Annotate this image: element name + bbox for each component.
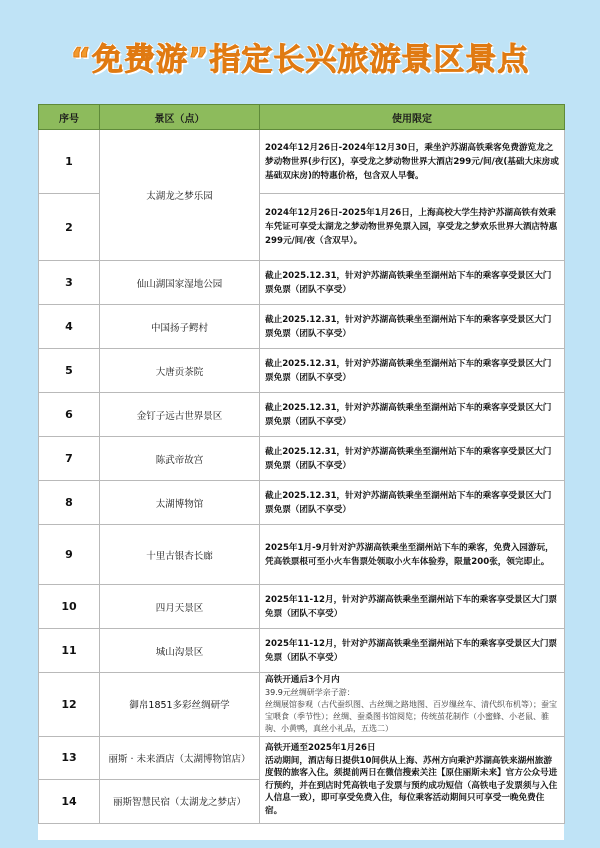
usage-limit: 截止2025.12.31，针对沪苏湖高铁乘坐至湖州站下车的乘客享受景区大门票免票（团队不享受）: [260, 261, 565, 305]
scenic-spot-name: 御帛1851多彩丝绸研学: [100, 673, 260, 737]
row-number: 11: [39, 629, 100, 673]
scenic-spot-name: 陈武帝故宫: [100, 437, 260, 481]
usage-limit: 截止2025.12.31，针对沪苏湖高铁乘坐至湖州站下车的乘客享受景区大门票免票（团队不享受）: [260, 349, 565, 393]
usage-limit: 2025年1月-9月针对沪苏湖高铁乘坐至湖州站下车的乘客，免费入园游玩，凭高铁票根可至小火车售票处领取小火车体验券，限量200张，领完即止。: [260, 525, 565, 585]
usage-limit: [260, 673, 565, 737]
row-number: 2: [39, 194, 100, 261]
row-number: 3: [39, 261, 100, 305]
row-number: 9: [39, 525, 100, 585]
usage-limit-details: 丝绸展馆参观（古代蚕织图、古丝绸之路地图、百岁缫丝车、清代织布机等）；蚕宝宝喂食（季节性）；丝绸、蚕桑图书馆阅览；传统茧花制作（小蜜蜂、小老鼠、骓驹、小黄鸭，真丝小礼品，五选二）: [265, 699, 557, 733]
attractions-table: [38, 104, 565, 824]
row-number: 1: [39, 130, 100, 194]
usage-limit: 2024年12月26日-2024年12月30日，乘坐沪苏湖高铁乘客免费游览龙之梦动物世界(步行区)，享受龙之梦动物世界大酒店299元/间/夜(基础大床房或基础双床房)的特惠价格，包含双人早餐。: [260, 130, 565, 194]
table-row: [39, 393, 565, 437]
row-number: 8: [39, 481, 100, 525]
row-number: 13: [39, 736, 100, 779]
usage-limit: 2025年11-12月，针对沪苏湖高铁乘坐至湖州站下车的乘客享受景区大门票免票（团队不享受）: [260, 585, 565, 629]
scenic-spot-name: 十里古银杏长廊: [100, 525, 260, 585]
row-number: 14: [39, 779, 100, 823]
table-row: [39, 130, 565, 194]
table-row: [39, 481, 565, 525]
usage-limit: 截止2025.12.31，针对沪苏湖高铁乘坐至湖州站下车的乘客享受景区大门票免票（团队不享受）: [260, 437, 565, 481]
row-number: 12: [39, 673, 100, 737]
scenic-spot-name: 中国扬子鳄村: [100, 305, 260, 349]
table-row: [39, 525, 565, 585]
usage-limit: 2024年12月26日-2025年1月26日，上海高校大学生持沪苏湖高铁有效乘车凭证可享受太湖龙之梦动物世界免票入园，享受龙之梦欢乐世界大酒店特惠299元/间/夜（含双早）。: [260, 194, 565, 261]
attractions-table-container: [38, 104, 564, 840]
header-number: 序号: [39, 105, 100, 130]
page-title: “免费游”指定长兴旅游景区景点: [70, 42, 530, 78]
table-row: [39, 673, 565, 737]
scenic-spot-name: 太湖龙之梦乐园: [100, 130, 260, 261]
usage-limit-heading: 高铁开通后3个月内: [265, 675, 340, 685]
scenic-spot-name: 大唐贡茶院: [100, 349, 260, 393]
scenic-spot-name: 金钉子远古世界景区: [100, 393, 260, 437]
usage-limit-price: 39.9元丝绸研学亲子游：: [265, 687, 355, 697]
scenic-spot-name: 太湖博物馆: [100, 481, 260, 525]
scenic-spot-name: 四月天景区: [100, 585, 260, 629]
table-row: [39, 305, 565, 349]
usage-limit: 截止2025.12.31，针对沪苏湖高铁乘坐至湖州站下车的乘客享受景区大门票免票（团队不享受）: [260, 305, 565, 349]
scenic-spot-name: 丽斯 · 未来酒店（太湖博物馆店）: [100, 736, 260, 779]
usage-limit: 截止2025.12.31，针对沪苏湖高铁乘坐至湖州站下车的乘客享受景区大门票免票（团队不享受）: [260, 393, 565, 437]
row-number: 10: [39, 585, 100, 629]
table-row: [39, 629, 565, 673]
usage-limit: 2025年11-12月，针对沪苏湖高铁乘坐至湖州站下车的乘客享受景区大门票免票（团队不享受）: [260, 629, 565, 673]
scenic-spot-name: 丽斯智慧民宿（太湖龙之梦店）: [100, 779, 260, 823]
usage-limit-shared: 高铁开通至2025年1月26日 活动期间，酒店每日提供10间供从上海、苏州方向乘沪苏湖高铁来湖州旅游度假的旅客入住。须提前两日在微信搜索关注【原住丽斯未来】官方公众号进行预约，并在到店时凭高铁电子发票与预约成功短信（高铁电子发票须与入住人信息一致），即可享受免费入住，每位乘客活动期间只可享受一晚免费住宿。: [260, 736, 565, 823]
usage-limit: 截止2025.12.31，针对沪苏湖高铁乘坐至湖州站下车的乘客享受景区大门票免票（团队不享受）: [260, 481, 565, 525]
table-row: [39, 736, 565, 779]
table-row: [39, 437, 565, 481]
scenic-spot-name: 仙山湖国家湿地公园: [100, 261, 260, 305]
scenic-spot-name: 城山沟景区: [100, 629, 260, 673]
row-number: 7: [39, 437, 100, 481]
row-number: 6: [39, 393, 100, 437]
table-row: [39, 585, 565, 629]
table-row: [39, 349, 565, 393]
table-header-row: [39, 105, 565, 130]
row-number: 5: [39, 349, 100, 393]
header-usage-limit: 使用限定: [260, 105, 565, 130]
table-row: [39, 261, 565, 305]
header-scenic-spot: 景区（点）: [100, 105, 260, 130]
row-number: 4: [39, 305, 100, 349]
